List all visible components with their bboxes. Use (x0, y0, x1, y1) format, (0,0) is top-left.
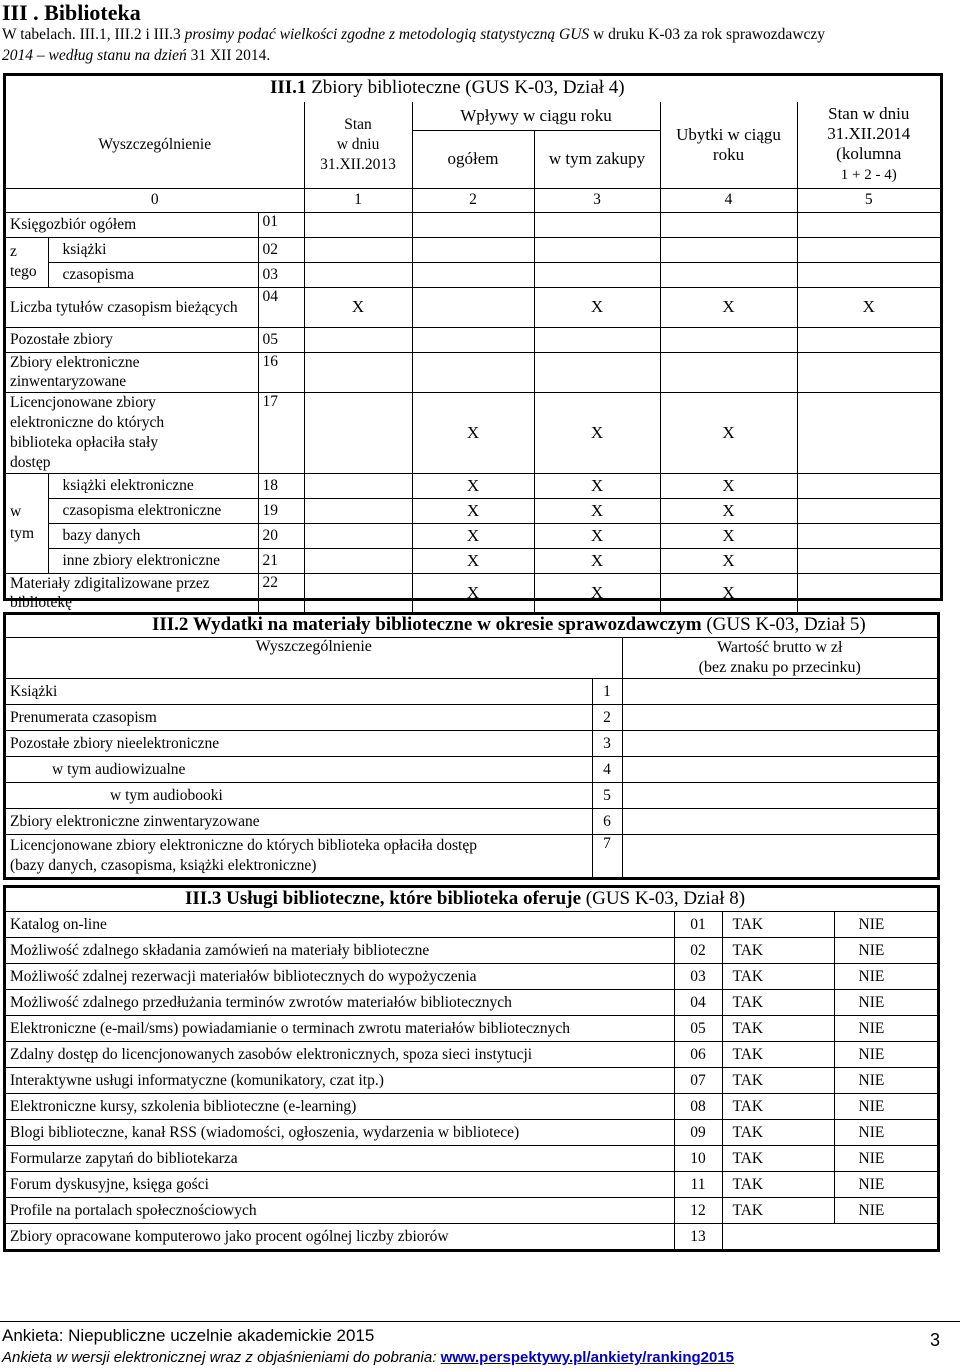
row-label: Zbiory elektroniczne zinwentaryzowane (6, 809, 592, 835)
input-cell[interactable] (304, 237, 412, 262)
row-label: Księgozbiór ogółem (6, 212, 258, 237)
row-code: 07 (674, 1068, 722, 1094)
option-no[interactable]: NIE (834, 1172, 937, 1198)
table-row (6, 964, 937, 990)
option-no[interactable]: NIE (834, 938, 937, 964)
table2 (6, 637, 937, 877)
option-yes[interactable]: TAK (722, 1172, 834, 1198)
row-code: 5 (592, 783, 622, 809)
row-label: Licencjonowane zbiory elektroniczne do których biblioteka opłaciła stały dostęp (6, 392, 258, 473)
table1-title: III.1 Zbiory biblioteczne (GUS K-03, Dział 4) (270, 77, 625, 98)
table-row (6, 287, 940, 327)
input-cell[interactable] (797, 212, 940, 237)
row-label: Licencjonowane zbiory elektroniczne do których biblioteka opłaciła dostęp (bazy danych, czasopisma, książki elektroniczne) (6, 835, 592, 877)
table-row (6, 757, 937, 783)
row-code: 03 (258, 262, 304, 287)
input-cell[interactable] (534, 327, 660, 352)
option-yes[interactable]: TAK (722, 1042, 834, 1068)
input-cell[interactable] (660, 212, 797, 237)
row-label: Forum dyskusyjne, księga gości (6, 1172, 674, 1198)
option-no[interactable]: NIE (834, 964, 937, 990)
row-label: Blogi biblioteczne, kanał RSS (wiadomości, ogłoszenia, wydarzenia w bibliotece) (6, 1120, 674, 1146)
row-label: Katalog on-line (6, 912, 674, 938)
intro-mid: w druku K-03 za rok sprawozdawczy (593, 26, 826, 43)
input-cell[interactable] (534, 262, 660, 287)
option-no[interactable]: NIE (834, 1120, 937, 1146)
option-yes[interactable]: TAK (722, 938, 834, 964)
input-cell[interactable] (797, 523, 940, 548)
x-mark: X (534, 392, 660, 473)
x-mark: X (412, 548, 534, 573)
intro-italic: prosimy podać wielkości zgodne z metodologią statystyczną GUS (184, 26, 590, 43)
row-label: Zbiory opracowane komputerowo jako procent ogólnej liczby zbiorów (6, 1224, 674, 1250)
header-stan-start: Stan w dniu 31.XII.2013 (304, 102, 412, 188)
table-row (6, 1146, 937, 1172)
x-mark: X (534, 287, 660, 327)
row-label: Liczba tytułów czasopism bieżących (6, 287, 258, 327)
row-code: 05 (674, 1016, 722, 1042)
row-code: 1 (592, 679, 622, 705)
table-row (6, 938, 937, 964)
row-code: 02 (258, 237, 304, 262)
table-row (6, 705, 937, 731)
table-row (6, 1042, 937, 1068)
group-label: z tego (6, 237, 48, 287)
option-yes[interactable]: TAK (722, 964, 834, 990)
header-stan-end: Stan w dniu 31.XII.2014 (kolumna 1 + 2 - 4) (797, 102, 940, 188)
footer-note: Ankieta w wersji elektronicznej wraz z objaśnieniami do pobrania: www.perspektywy.pl/ankiety/ranking2015 (2, 1349, 735, 1366)
row-code: 18 (258, 473, 304, 498)
input-cell[interactable] (622, 809, 937, 835)
option-yes[interactable]: TAK (722, 1198, 834, 1224)
input-cell[interactable] (304, 327, 412, 352)
x-mark: X (797, 287, 940, 327)
header-zakupy: w tym zakupy (534, 130, 660, 188)
input-cell[interactable] (622, 705, 937, 731)
row-code: 19 (258, 498, 304, 523)
option-yes[interactable]: TAK (722, 1094, 834, 1120)
table-row (6, 498, 940, 523)
table-row (6, 990, 937, 1016)
row-code: 05 (258, 327, 304, 352)
row-label: Elektroniczne (e-mail/sms) powiadamianie o terminach zwrotu materiałów bibliotecznych (6, 1016, 674, 1042)
input-cell[interactable] (797, 237, 940, 262)
input-cell[interactable] (622, 757, 937, 783)
table-row (6, 731, 937, 757)
footer-title: Ankieta: Niepubliczne uczelnie akademickie 2015 (2, 1326, 375, 1345)
header-spec: Wyszczególnienie (6, 102, 304, 188)
footer-divider (0, 1321, 960, 1322)
input-cell[interactable] (660, 262, 797, 287)
option-yes[interactable]: TAK (722, 1120, 834, 1146)
option-no[interactable]: NIE (834, 1068, 937, 1094)
colnum-4: 4 (660, 188, 797, 212)
row-code: 20 (258, 523, 304, 548)
row-code: 04 (258, 287, 304, 327)
input-cell[interactable] (797, 392, 940, 473)
row-code: 13 (674, 1224, 722, 1250)
table-row (6, 523, 940, 548)
colnum-5: 5 (797, 188, 940, 212)
table-row (6, 1198, 937, 1224)
row-code: 3 (592, 731, 622, 757)
table3-title: III.3 Usługi biblioteczne, które biblioteka oferuje (GUS K-03, Dział 8) (185, 888, 746, 909)
input-cell[interactable] (304, 392, 412, 473)
x-mark: X (534, 573, 660, 613)
option-yes[interactable]: TAK (722, 912, 834, 938)
option-no[interactable]: NIE (834, 1016, 937, 1042)
row-label: w tym audiobooki (6, 783, 592, 809)
table-row (6, 573, 940, 613)
row-code: 02 (674, 938, 722, 964)
table-row (6, 1224, 937, 1250)
header-ubytki: Ubytki w ciągu roku (660, 102, 797, 188)
table3 (6, 911, 937, 1250)
option-no[interactable]: NIE (834, 912, 937, 938)
x-mark: X (660, 287, 797, 327)
intro-date: 31 XII 2014. (190, 47, 271, 64)
row-label: w tym audiowizualne (6, 757, 592, 783)
row-code: 08 (674, 1094, 722, 1120)
input-cell[interactable] (797, 573, 940, 613)
input-cell[interactable] (534, 237, 660, 262)
t2-header-spec: Wyszczególnienie (6, 638, 622, 679)
input-cell[interactable] (660, 327, 797, 352)
option-yes[interactable]: TAK (722, 1016, 834, 1042)
input-cell[interactable] (304, 352, 412, 392)
input-cell[interactable] (304, 262, 412, 287)
input-cell[interactable] (534, 352, 660, 392)
input-cell[interactable] (622, 783, 937, 809)
x-mark: X (412, 523, 534, 548)
row-label: książki elektroniczne (48, 473, 258, 498)
table-row (6, 548, 940, 573)
input-cell[interactable] (304, 573, 412, 613)
x-mark: X (660, 548, 797, 573)
row-code: 2 (592, 705, 622, 731)
x-mark: X (660, 473, 797, 498)
download-link[interactable]: www.perspektywy.pl/ankiety/ranking2015 (440, 1349, 735, 1366)
input-cell[interactable] (797, 327, 940, 352)
input-cell[interactable] (797, 548, 940, 573)
row-label: czasopisma (48, 262, 258, 287)
x-mark: X (534, 473, 660, 498)
input-cell[interactable] (304, 548, 412, 573)
input-cell[interactable] (304, 498, 412, 523)
x-mark: X (412, 573, 534, 613)
row-code: 01 (258, 212, 304, 237)
input-cell[interactable] (412, 327, 534, 352)
row-label: Profile na portalach społecznościowych (6, 1198, 674, 1224)
input-cell[interactable] (660, 237, 797, 262)
x-mark: X (412, 498, 534, 523)
row-code: 21 (258, 548, 304, 573)
input-cell[interactable] (304, 523, 412, 548)
table-row (6, 327, 940, 352)
row-code: 4 (592, 757, 622, 783)
option-yes[interactable]: TAK (722, 1146, 834, 1172)
x-mark: X (534, 523, 660, 548)
table-row (6, 473, 940, 498)
row-label: Pozostałe zbiory nieelektroniczne (6, 731, 592, 757)
table-row (6, 1172, 937, 1198)
row-label: Zdalny dostęp do licencjonowanych zasobów elektronicznych, spoza sieci instytucji (6, 1042, 674, 1068)
input-cell[interactable] (622, 679, 937, 705)
input-cell[interactable] (304, 473, 412, 498)
row-label: Możliwość zdalnego składania zamówień na materiały biblioteczne (6, 938, 674, 964)
option-no[interactable]: NIE (834, 990, 937, 1016)
row-code: 6 (592, 809, 622, 835)
input-cell[interactable] (304, 212, 412, 237)
colnum-3: 3 (534, 188, 660, 212)
table-row (6, 809, 937, 835)
input-cell[interactable] (722, 1224, 937, 1250)
row-code: 04 (674, 990, 722, 1016)
input-cell[interactable] (660, 352, 797, 392)
row-code: 12 (674, 1198, 722, 1224)
input-cell[interactable] (622, 731, 937, 757)
input-cell[interactable] (797, 473, 940, 498)
option-no[interactable]: NIE (834, 1146, 937, 1172)
x-mark: X (304, 287, 412, 327)
colnum-0: 0 (6, 188, 304, 212)
row-label: czasopisma elektroniczne (48, 498, 258, 523)
input-cell[interactable] (412, 352, 534, 392)
x-mark: X (412, 473, 534, 498)
table-row (6, 679, 937, 705)
table-row (6, 237, 940, 262)
row-code: 7 (592, 835, 622, 877)
option-no[interactable]: NIE (834, 1094, 937, 1120)
row-code: 22 (258, 573, 304, 613)
table-row (6, 835, 937, 877)
row-label: Formularze zapytań do bibliotekarza (6, 1146, 674, 1172)
row-code: 10 (674, 1146, 722, 1172)
row-code: 11 (674, 1172, 722, 1198)
colnum-1: 1 (304, 188, 412, 212)
table-row (6, 912, 937, 938)
row-label: Materiały zdigitalizowane przez bibliotekę (6, 573, 258, 613)
intro-year: 2014 – według stanu na dzień (2, 47, 187, 64)
table-row (6, 1016, 937, 1042)
row-code: 03 (674, 964, 722, 990)
row-label: bazy danych (48, 523, 258, 548)
row-code: 17 (258, 392, 304, 473)
row-label: Prenumerata czasopism (6, 705, 592, 731)
row-code: 16 (258, 352, 304, 392)
input-cell[interactable] (622, 835, 937, 877)
row-label: Książki (6, 679, 592, 705)
x-mark: X (412, 392, 534, 473)
group-label: w tym (6, 473, 48, 573)
option-yes[interactable]: TAK (722, 1068, 834, 1094)
row-label: Interaktywne usługi informatyczne (komunikatory, czat itp.) (6, 1068, 674, 1094)
table-row (6, 352, 940, 392)
t2-header-value: Wartość brutto w zł (bez znaku po przecinku) (622, 638, 937, 679)
x-mark: X (660, 392, 797, 473)
table-row (6, 1068, 937, 1094)
input-cell[interactable] (534, 212, 660, 237)
input-cell[interactable] (797, 262, 940, 287)
x-mark: X (534, 498, 660, 523)
input-cell[interactable] (412, 212, 534, 237)
input-cell[interactable] (412, 237, 534, 262)
row-label: Możliwość zdalnej rezerwacji materiałów bibliotecznych do wypożyczenia (6, 964, 674, 990)
input-cell[interactable] (412, 287, 534, 327)
input-cell[interactable] (412, 262, 534, 287)
x-mark: X (660, 498, 797, 523)
page-number: 3 (929, 1330, 940, 1350)
row-label: inne zbiory elektroniczne (48, 548, 258, 573)
table-row (6, 783, 937, 809)
intro-prefix: W tabelach. III.1, III.2 i III.3 (2, 26, 181, 43)
section-title: III . Biblioteka (2, 0, 141, 25)
row-code: 06 (674, 1042, 722, 1068)
x-mark: X (660, 523, 797, 548)
row-code: 09 (674, 1120, 722, 1146)
x-mark: X (660, 573, 797, 613)
option-no[interactable]: NIE (834, 1198, 937, 1224)
intro-text (2, 24, 952, 66)
x-mark: X (534, 548, 660, 573)
row-label: Możliwość zdalnego przedłużania terminów zwrotów materiałów bibliotecznych (6, 990, 674, 1016)
option-no[interactable]: NIE (834, 1042, 937, 1068)
table-row (6, 1094, 937, 1120)
table-row (6, 1120, 937, 1146)
option-yes[interactable]: TAK (722, 990, 834, 1016)
row-label: Zbiory elektroniczne zinwentaryzowane (6, 352, 258, 392)
input-cell[interactable] (797, 498, 940, 523)
colnum-2: 2 (412, 188, 534, 212)
table-row (6, 262, 940, 287)
table-row (6, 212, 940, 237)
row-label: książki (48, 237, 258, 262)
table1 (6, 102, 940, 613)
table-row (6, 392, 940, 473)
input-cell[interactable] (797, 352, 940, 392)
header-ogolem: ogółem (412, 130, 534, 188)
row-label: Pozostałe zbiory (6, 327, 258, 352)
table2-title: III.2 Wydatki na materiały biblioteczne w okresie sprawozdawczym (GUS K-03, Dział 5) (152, 614, 866, 635)
row-label: Elektroniczne kursy, szkolenia biblioteczne (e-learning) (6, 1094, 674, 1120)
header-wplywy: Wpływy w ciągu roku (412, 102, 660, 130)
row-code: 01 (674, 912, 722, 938)
